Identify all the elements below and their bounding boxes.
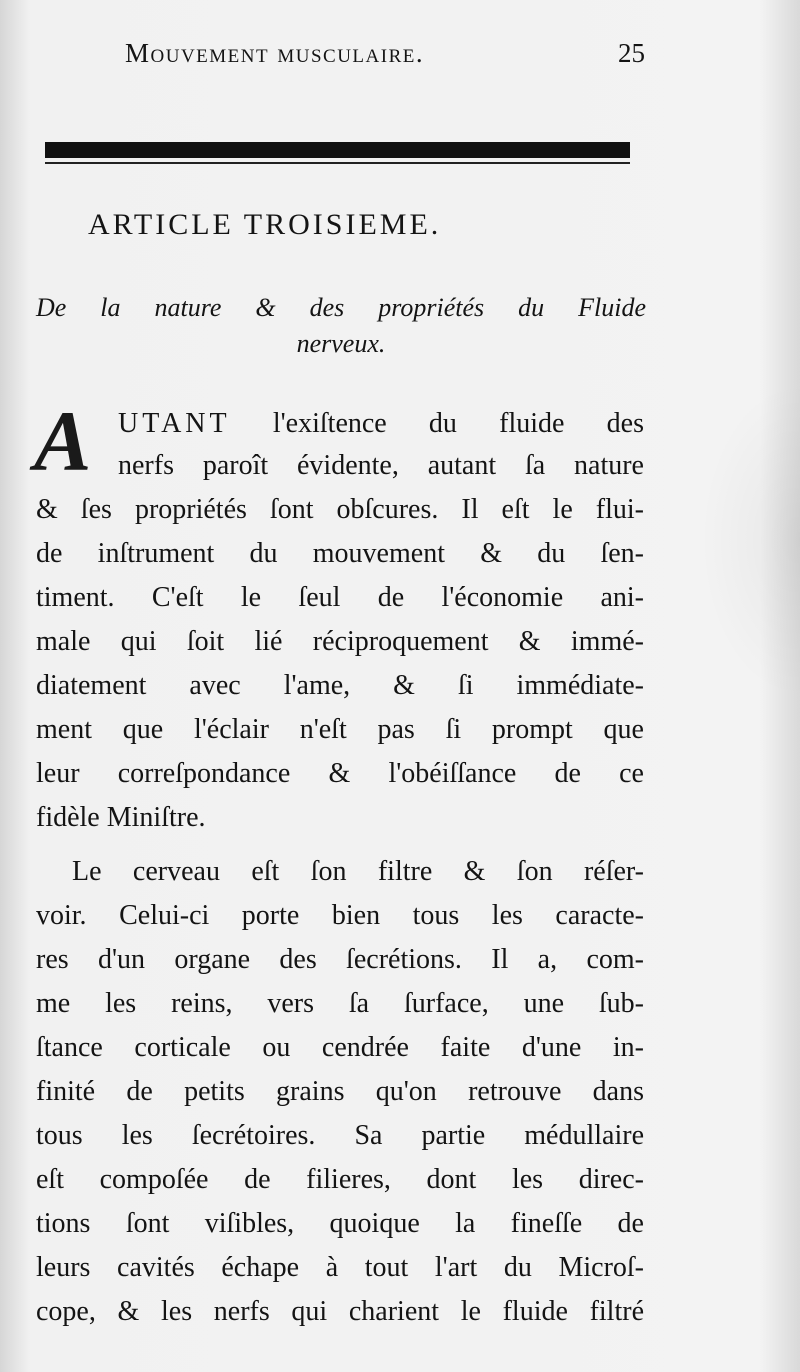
text-line: ſtance corticale ou cendrée faite d'une in-: [36, 1032, 644, 1063]
text-line: ment que l'éclair n'eſt pas ſi prompt que: [36, 714, 644, 745]
text-line: male qui ſoit lié réciproquement & immé-: [36, 626, 644, 657]
text-line: nerfs paroît évidente, autant ſa nature: [118, 450, 644, 481]
text-line: res d'un organe des ſecrétions. Il a, com-: [36, 944, 644, 975]
text-line: leurs cavités échape à tout l'art du Microſ-: [36, 1252, 644, 1283]
text-line: de inſtrument du mouvement & du ſen-: [36, 538, 644, 569]
text-fragment: l'exiſtence du fluide des: [230, 408, 644, 439]
text-line: Le cerveau eſt ſon filtre & ſon réſer-: [72, 856, 644, 887]
text-line: voir. Celui-ci porte bien tous les caracte-: [36, 900, 644, 931]
text-line: leur correſpondance & l'obéiſſance de ce: [36, 758, 644, 789]
decorative-rule: [45, 142, 630, 158]
text-line: me les reins, vers ſa ſurface, une ſub-: [36, 988, 644, 1019]
subtitle-line-1: De la nature & des propriétés du Fluide: [36, 293, 646, 322]
text-line: eſt compoſée de filieres, dont les direc-: [36, 1164, 644, 1195]
text-line: & ſes propriétés ſont obſcures. Il eſt le flui-: [36, 494, 644, 525]
text-line: tous les ſecrétoires. Sa partie médullaire: [36, 1120, 644, 1151]
subtitle-line-2: nerveux.: [296, 329, 386, 358]
show-through-shadow: [700, 380, 800, 700]
page-header: [125, 38, 645, 78]
first-word: UTANT: [118, 408, 231, 439]
article-heading: ARTICLE TROISIEME.: [88, 208, 442, 241]
text-line: cope, & les nerfs qui charient le fluide filtré: [36, 1296, 644, 1327]
text-line: fidèle Miniſtre.: [36, 802, 206, 833]
text-line: timent. C'eſt le ſeul de l'économie ani-: [36, 582, 644, 613]
text-line: [118, 404, 644, 444]
text-line: finité de petits grains qu'on retrouve dans: [36, 1076, 644, 1107]
drop-cap: A: [34, 393, 92, 489]
text-line: tions ſont viſibles, quoique la fineſſe de: [36, 1208, 644, 1239]
running-title: Mouvement musculaire.: [125, 38, 425, 68]
article-subtitle: [36, 290, 646, 362]
page-number: 25: [618, 38, 645, 68]
text-line: diatement avec l'ame, & ſi immédiate-: [36, 670, 644, 701]
